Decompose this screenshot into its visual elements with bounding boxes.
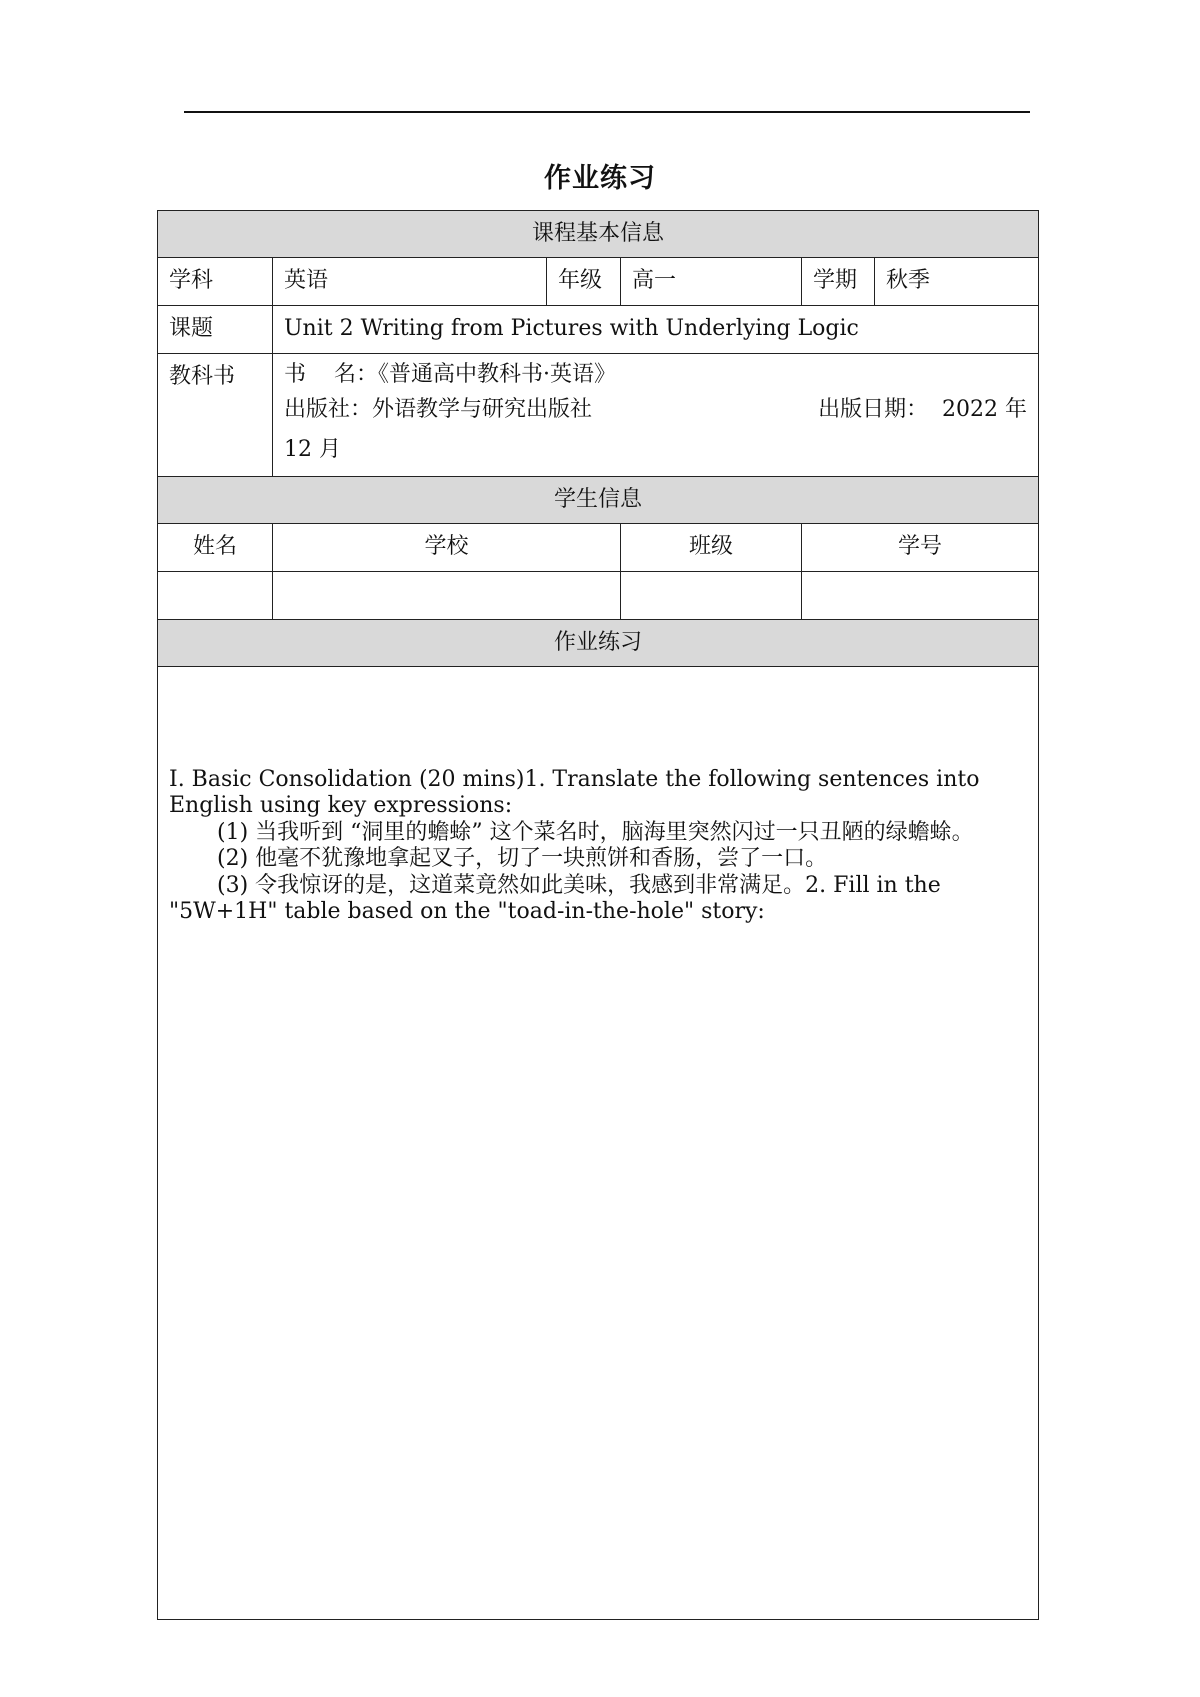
topic-label: 课题 (158, 306, 273, 354)
student-id-header: 学号 (802, 524, 1039, 572)
student-class-field[interactable] (621, 572, 802, 620)
term-value: 秋季 (875, 258, 1039, 306)
textbook-details (273, 354, 1039, 477)
publish-date-continued: 12 月 (284, 437, 341, 462)
student-id-field[interactable] (802, 572, 1039, 620)
student-info-section-title: 学生信息 (158, 477, 1039, 524)
homework-paragraph-4: (3) 令我惊讶的是，这道菜竟然如此美味，我感到非常满足。2. Fill in the "5W+1H" table based on the "toad-in-the-hole" story: (169, 872, 941, 924)
grade-value: 高一 (621, 258, 802, 306)
topic-value: Unit 2 Writing from Pictures with Underlying Logic (273, 306, 1039, 354)
student-info-header-row (158, 477, 1039, 524)
publisher: 出版社：外语教学与研究出版社 (284, 397, 593, 422)
homework-form-table (157, 210, 1039, 1620)
grade-label: 年级 (547, 258, 621, 306)
course-info-section-title: 课程基本信息 (158, 211, 1039, 258)
homework-header-row (158, 620, 1039, 667)
homework-paragraph-3: (2) 他毫不犹豫地拿起叉子，切了一块煎饼和香肠，尝了一口。 (217, 846, 828, 872)
student-class-header: 班级 (621, 524, 802, 572)
topic-row (158, 306, 1039, 354)
subject-value: 英语 (273, 258, 547, 306)
publish-date: 出版日期： 2022 年 (818, 397, 1028, 422)
student-name-field[interactable] (158, 572, 273, 620)
homework-paragraph-1: I. Basic Consolidation (20 mins)1. Translate the following sentences into English using key expressions: (169, 767, 980, 819)
student-name-header: 姓名 (158, 524, 273, 572)
document-title: 作业练习 (544, 163, 656, 194)
student-info-values-row (158, 572, 1039, 620)
student-school-field[interactable] (273, 572, 621, 620)
textbook-name: 书 名：《普通高中教科书·英语》 (284, 362, 616, 387)
textbook-row (158, 354, 1039, 477)
homework-body-row (158, 667, 1039, 1620)
homework-content (158, 667, 1039, 1620)
homework-section-title: 作业练习 (158, 620, 1039, 667)
student-info-columns-row (158, 524, 1039, 572)
course-info-header-row (158, 211, 1039, 258)
header-rule (184, 111, 1030, 113)
homework-paragraph-2: (1) 当我听到 “洞里的蟾蜍” 这个菜名时，脑海里突然闪过一只丑陋的绿蟾蜍。 (217, 819, 974, 845)
term-label: 学期 (802, 258, 875, 306)
student-school-header: 学校 (273, 524, 621, 572)
subject-row (158, 258, 1039, 306)
textbook-label: 教科书 (158, 354, 273, 477)
subject-label: 学科 (158, 258, 273, 306)
publisher-line (284, 390, 1027, 430)
